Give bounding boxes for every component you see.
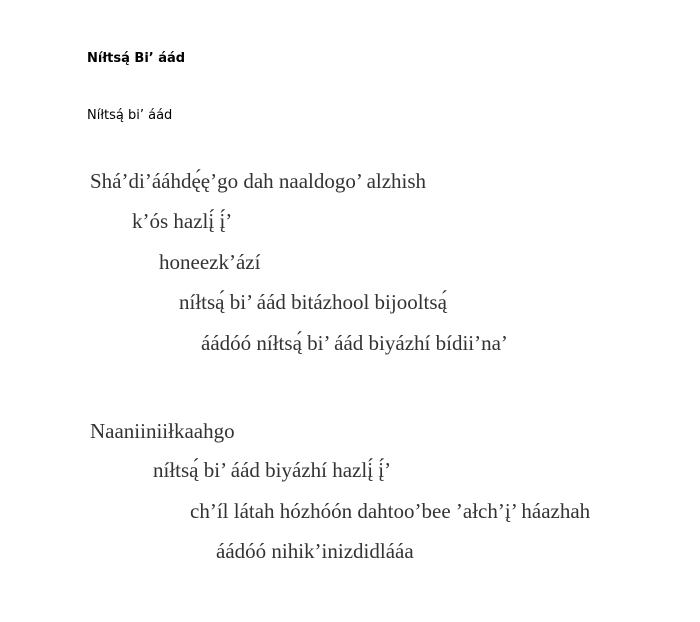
poem-line: honeezk’ází <box>159 250 261 274</box>
document-subtitle: Níłtsą́ bi’ áád <box>87 108 173 123</box>
poem-line: Naaniiniiłkaahgo <box>90 419 235 443</box>
poem-line: k’ós hazlį́ į́’ <box>132 209 233 233</box>
poem-line: níłtsą́ bi’ áád bitázhool bijooltsą́ <box>179 290 447 314</box>
poem-line: Shá’di’ááhdę́ę’go dah naaldogo’ alzhish <box>90 169 427 193</box>
poem-line: ch’íl látah hózhóón dahtoo’bee ’ałch’į’ háazhah <box>190 499 591 523</box>
document-title: Níłtsą́ Bi’ áád <box>87 51 186 66</box>
poem-line: áádóó nihik’inizdidlááa <box>216 539 414 563</box>
poem-line: áádóó níłtsą́ bi’ áád biyázhí bídii’na’ <box>201 331 508 355</box>
poem-line: níłtsą́ bi’ áád biyázhí hazlį́ į́’ <box>153 458 392 482</box>
